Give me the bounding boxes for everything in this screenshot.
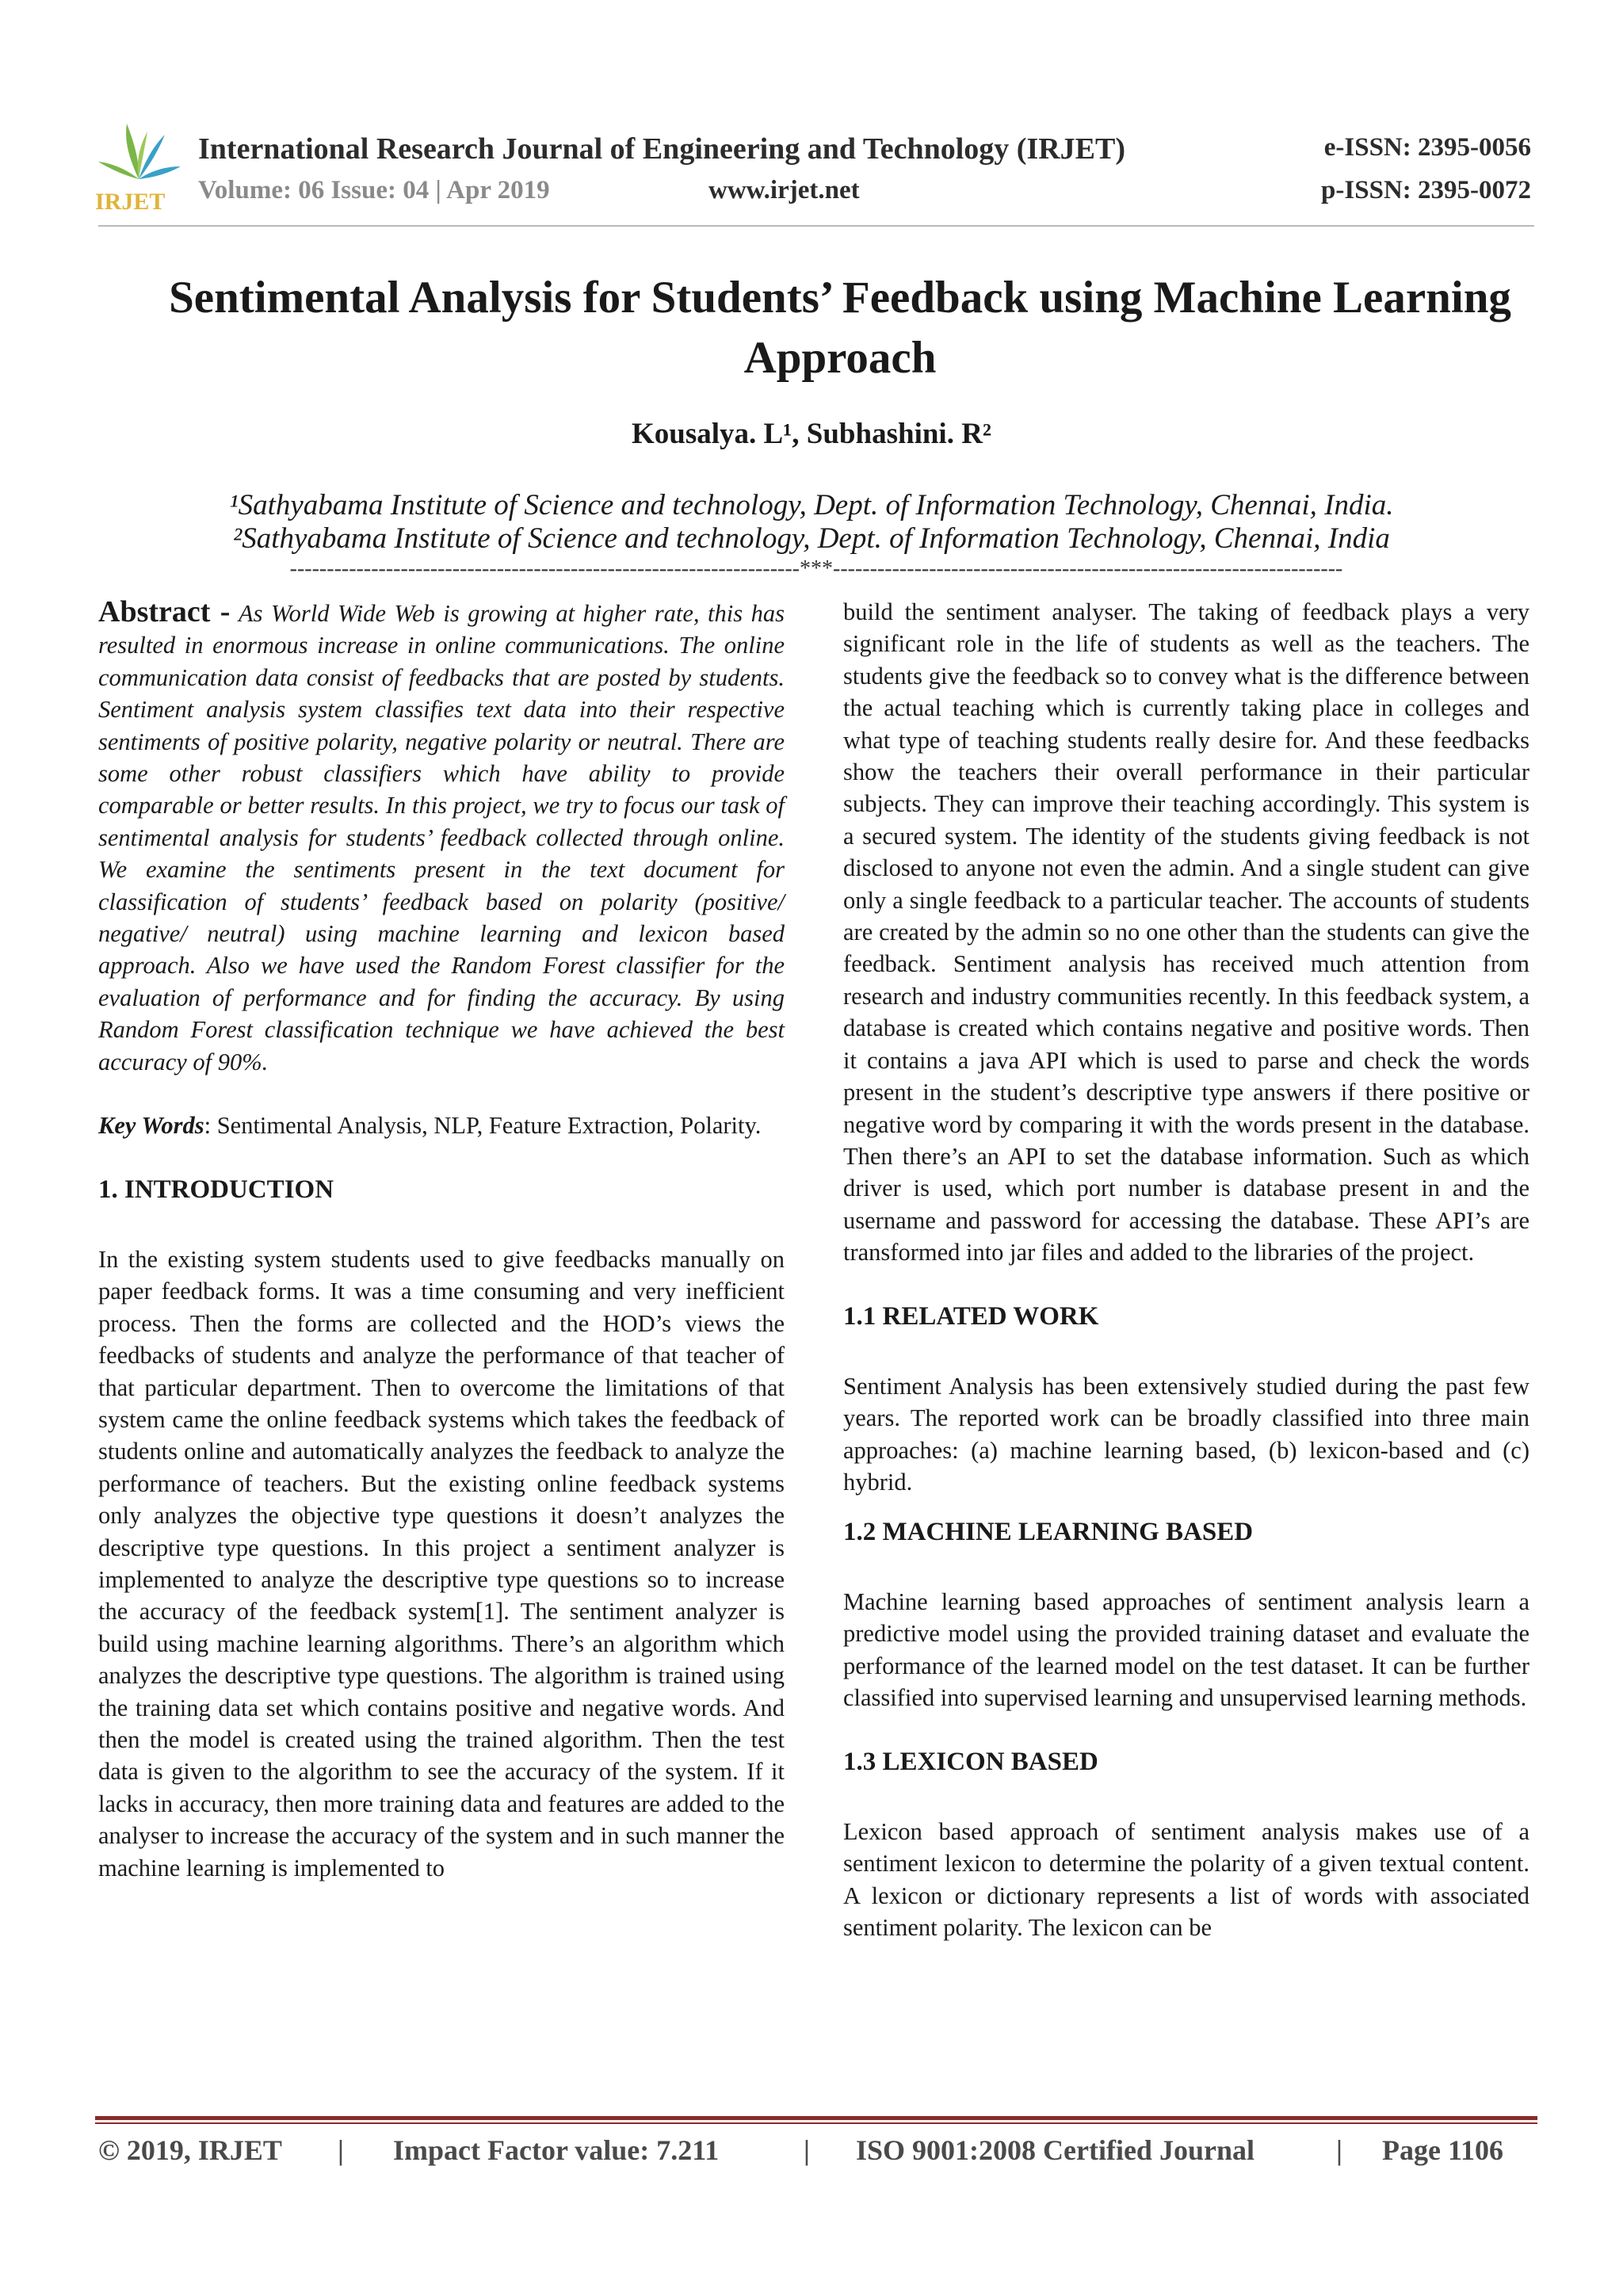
intro-text: In the existing system students used to give feedbacks manually on paper feedback forms. It was a time consuming and very inefficient process. Then the forms are collected and the HOD’s views the feedbacks of students and analyze the performance of that teacher of that particular department. Then to overcome the limitations of that system came the online feedback systems which takes the feedback of students online and automatically analyzes the feedback to analyze the performance of teachers. But the existing online feedback systems only analyzes the objective type questions it doesn’t analyzes the descriptive type questions. In this project a sentiment analyzer is implemented to analyze the descriptive type questions so to increase the accuracy of the feedback system[1]. The sentiment analyzer is build using machine learning algorithms. There’s an algorithm which analyzes the descriptive type questions. The algorithm is trained using the training data set which contains positive and negative words. And then the model is created using the trained algorithm. Then the test data is given to the algorithm to see the accuracy of the system. If it lacks in accuracy, then more training data and features are added to the analyser to increase the accuracy of the system and in such manner the machine learning is implemented to [98,1245,785,1881]
footer-rule-thin [95,2122,1537,2124]
affiliation-1: ¹Sathyabama Institute of Science and technology, Dept. of Information Technology, Chennai, India. [229,489,1394,521]
related-work-heading: 1.1 RELATED WORK [843,1301,1099,1331]
journal-name: International Research Journal of Engineering and Technology (IRJET) [198,132,1126,166]
keywords [98,1110,785,1141]
intro-heading: 1. INTRODUCTION [98,1175,334,1204]
left-column [98,596,785,1884]
footer-separator: | [1336,2134,1342,2166]
ml-based-text: Machine learning based approaches of sentiment analysis learn a predictive model using the provided training dataset and evaluate the performance of the learned model on the test dataset. It can be further classified into supervised learning and unsupervised learning methods. [843,1587,1529,1712]
pissn: p-ISSN: 2395-0072 [1321,176,1531,204]
lexicon-based-heading: 1.3 LEXICON BASED [843,1747,1098,1776]
irjet-logo-icon [92,117,185,214]
authors: Kousalya. L¹, Subhashini. R² [631,418,992,450]
keywords-label: Key Words [98,1112,204,1140]
footer-iso: ISO 9001:2008 Certified Journal [856,2134,1254,2166]
footer-rule-thick [95,2116,1537,2120]
affiliation-2: ²Sathyabama Institute of Science and technology, Dept. of Information Technology, Chennai, India [233,522,1390,555]
eissn: e-ISSN: 2395-0056 [1323,133,1531,162]
related-work-text: Sentiment Analysis has been extensively studied during the past few years. The reported work can be broadly classified into three main approaches: (a) machine learning based, (b) lexicon-based and (c) hybrid. [843,1372,1529,1496]
ml-based-heading: 1.2 MACHINE LEARNING BASED [843,1517,1254,1546]
title-line-2: Approach [743,333,937,383]
footer-impact-factor: Impact Factor value: 7.211 [393,2134,720,2166]
section-divider: ---------------------------------------------------------------------***--------------------------------------------------------------------- [289,556,1343,580]
keywords-text: : Sentimental Analysis, NLP, Feature Extraction, Polarity. [204,1112,762,1140]
website-link[interactable]: www.irjet.net [708,176,860,204]
paper-title [103,268,1577,388]
abstract [98,596,785,1078]
title-line-1: Sentimental Analysis for Students’ Feedback using Machine Learning [169,273,1511,323]
footer-separator: | [804,2134,810,2166]
header-rule [98,225,1534,227]
footer-page-number: Page 1106 [1382,2134,1503,2166]
right-column [843,596,1529,1944]
journal-header [92,111,1531,230]
footer-copyright: © 2019, IRJET [98,2134,282,2166]
svg-text:IRJET: IRJET [95,189,166,214]
abstract-text: As World Wide Web is growing at higher rate, this has resulted in enormous increase in online communications. The online communication data consist of feedbacks that are posted by students. Sentiment analysis system classifies text data into their respective sentiments of positive polarity, negative polarity or neutral. There are some other robust classifiers which have ability to provide comparable or better results. In this project, we try to focus our task of sentimental analysis for students’ feedback collected through online. We examine the sentiments present in the text document for classification of students’ feedback based on polarity (positive/ negative/ neutral) using machine learning and lexicon based approach. Also we have used the Random Forest classifier for the evaluation of performance and for finding the accuracy. By using Random Forest classification technique we have achieved the best accuracy of 90%. [98,600,785,1075]
intro-continued-text: build the sentiment analyser. The taking of feedback plays a very significant role in the life of students as well as the teachers. The students give the feedback so to convey what is the difference between the actual teaching which is currently taking place in colleges and what type of teaching students really desire for. And these feedbacks show the teachers their overall performance in their particular subjects. They can improve their teaching accordingly. This system is a secured system. The identity of the students giving feedback is not disclosed to anyone not even the admin. And a single student can give only a single feedback to a particular teacher. The accounts of students are created by the admin so no one other than the students can give the feedback. Sentiment analysis has received much attention from research and industry communities recently. In this feedback system, a database is created which contains negative and positive words. Then it contains a java API which is used to parse and check the words present in the student’s descriptive type answers if there positive or negative word by comparing it with the words present in the database. Then there’s an API to set the database information. Such as which driver is used, which port number is database present in and the username and password for accessing the database. These API’s are transformed into jar files and added to the libraries of the project. [843,598,1529,1266]
lexicon-based-text: Lexicon based approach of sentiment analysis makes use of a sentiment lexicon to determine the polarity of a given textual content. A lexicon or dictionary represents a list of words with associated sentiment polarity. The lexicon can be [843,1818,1529,1942]
issue-info: Volume: 06 Issue: 04 | Apr 2019 [198,176,550,204]
footer-separator: | [338,2134,344,2166]
abstract-heading: Abstract - [98,595,231,628]
